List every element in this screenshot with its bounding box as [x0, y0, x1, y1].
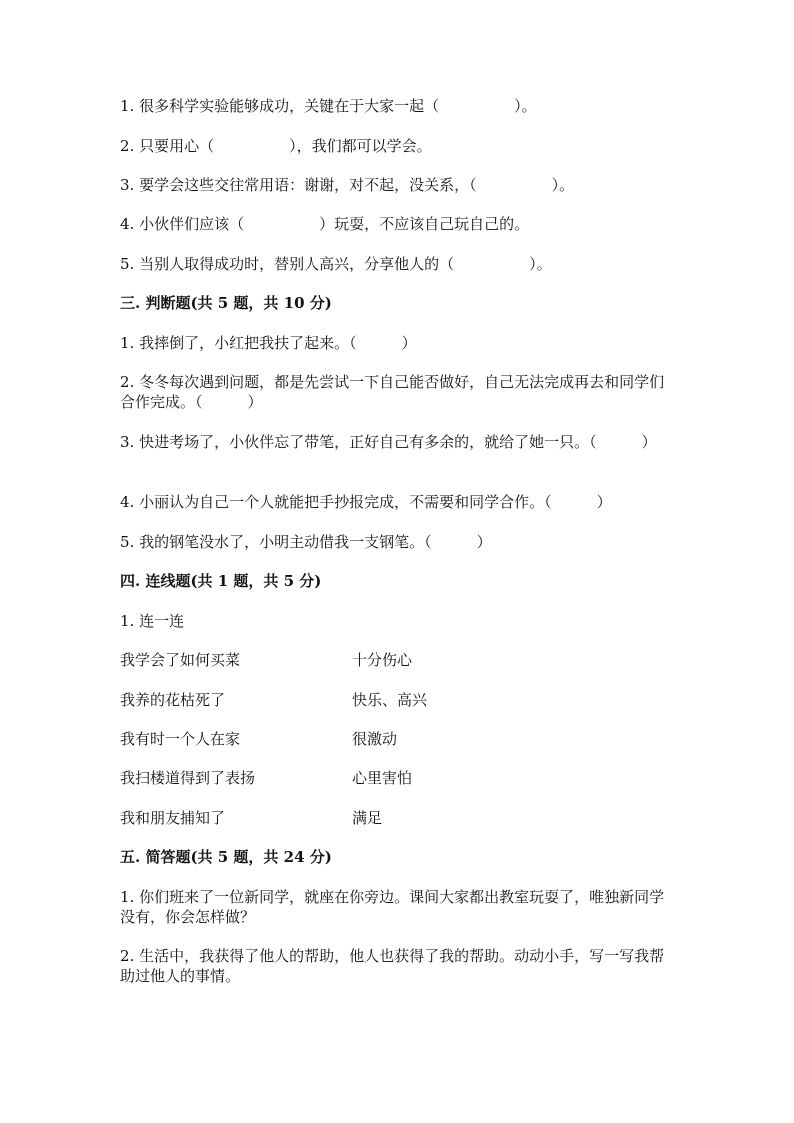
matching-left-item: 我学会了如何买菜	[120, 651, 241, 669]
short-answer-item-1: 1. 你们班来了一位新同学，就座在你旁边。课间大家都出教室玩耍了，唯独新同学没有，你会怎样做？	[120, 888, 665, 926]
fill-blank-item-4: 4. 小伙伴们应该（ ）玩耍，不应该自己玩自己的。	[120, 215, 530, 233]
judge-item-1: 1. 我摔倒了，小红把我扶了起来。（ ）	[120, 334, 417, 352]
section-heading-matching: 四. 连线题(共 1 题，共 5 分)	[120, 572, 322, 590]
judge-item-2: 2. 冬冬每次遇到问题，都是先尝试一下自己能否做好，自己无法完成再去和同学们合作完成。（ ）	[120, 373, 665, 411]
section-heading-judge: 三. 判断题(共 5 题，共 10 分)	[120, 294, 332, 312]
short-answer-item-2: 2. 生活中，我获得了他人的帮助，他人也获得了我的帮助。动动小手，写一写我帮助过他人的事情。	[120, 947, 665, 985]
matching-right-item: 快乐、高兴	[352, 691, 428, 709]
matching-prompt: 1. 连一连	[120, 612, 185, 630]
matching-right-item: 心里害怕	[352, 769, 413, 787]
matching-left-item: 我扫楼道得到了表扬	[120, 769, 256, 787]
fill-blank-item-3: 3. 要学会这些交往常用语：谢谢，对不起，没关系，（ ）。	[120, 176, 575, 194]
fill-blank-item-5: 5. 当别人取得成功时，替别人高兴，分享他人的（ ）。	[120, 255, 552, 273]
fill-blank-item-2: 2. 只要用心（ ），我们都可以学会。	[120, 137, 432, 155]
matching-right-item: 很激动	[352, 730, 398, 748]
matching-left-item: 我养的花枯死了	[120, 691, 226, 709]
section-heading-short-answer: 五. 简答题(共 5 题，共 24 分)	[120, 848, 332, 866]
matching-right-item: 十分伤心	[352, 651, 413, 669]
fill-blank-item-1: 1. 很多科学实验能够成功，关键在于大家一起（ ）。	[120, 97, 537, 115]
matching-right-item: 满足	[352, 809, 383, 827]
judge-item-5: 5. 我的钢笔没水了，小明主动借我一支钢笔。（ ）	[120, 533, 492, 551]
matching-left-item: 我和朋友捕知了	[120, 809, 226, 827]
matching-left-item: 我有时一个人在家	[120, 730, 241, 748]
judge-item-4: 4. 小丽认为自己一个人就能把手抄报完成，不需要和同学合作。（ ）	[120, 493, 612, 511]
judge-item-3: 3. 快进考场了，小伙伴忘了带笔，正好自己有多余的，就给了她一只。（ ）	[120, 433, 657, 451]
